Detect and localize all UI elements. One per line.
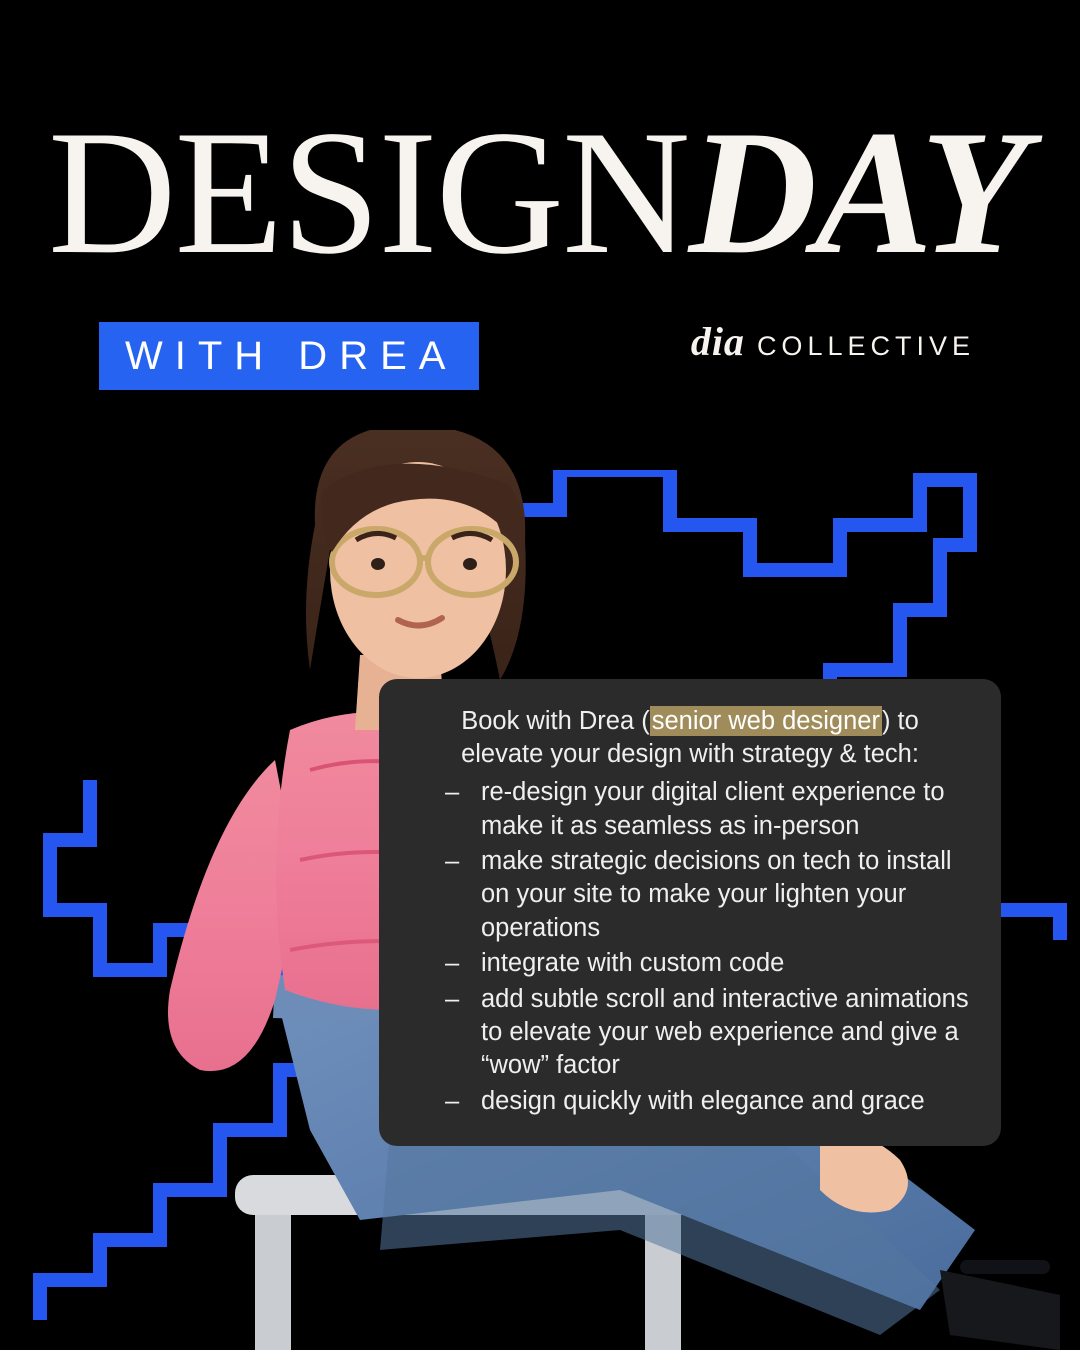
card-intro-before: Book with Drea (	[461, 707, 650, 735]
list-item	[445, 845, 977, 945]
subtitle-badge: WITH DREA	[99, 322, 479, 390]
bullet-dash-icon: –	[445, 778, 460, 807]
list-item-text: add subtle scroll and interactive animations to elevate your web experience and give a “wow” factor	[481, 984, 969, 1080]
list-item-text: design quickly with elegance and grace	[481, 1086, 925, 1115]
title-design: DESIGN	[48, 93, 689, 291]
bullet-dash-icon: –	[445, 949, 460, 978]
brand-collective-text: COLLECTIVE	[756, 331, 975, 361]
info-card	[379, 679, 1001, 1146]
list-item	[445, 947, 977, 980]
list-item-text: make strategic decisions on tech to install on your site to make your lighten your operations	[481, 847, 952, 942]
list-item	[445, 983, 977, 1083]
benefits-list	[403, 776, 977, 1118]
card-intro-highlight: senior web designer	[651, 707, 880, 735]
brand-script-text: dia	[690, 319, 745, 364]
title-day: DAY	[688, 93, 1026, 291]
page-title	[48, 93, 1038, 291]
shoe-shape	[940, 1260, 1060, 1350]
bullet-dash-icon: –	[445, 984, 460, 1013]
list-item	[445, 776, 977, 843]
list-item-text: integrate with custom code	[481, 949, 785, 978]
card-intro-line2: elevate your design with strategy & tech:	[461, 739, 919, 768]
bullet-dash-icon: –	[445, 1086, 460, 1115]
card-intro-after: ) to	[881, 707, 919, 735]
brand-logo	[691, 318, 975, 365]
bullet-dash-icon: –	[445, 847, 460, 876]
list-item	[445, 1085, 977, 1118]
list-item-text: re-design your digital client experience to make it as seamless as in-person	[481, 778, 945, 840]
header	[0, 0, 1080, 400]
card-intro	[403, 705, 977, 770]
